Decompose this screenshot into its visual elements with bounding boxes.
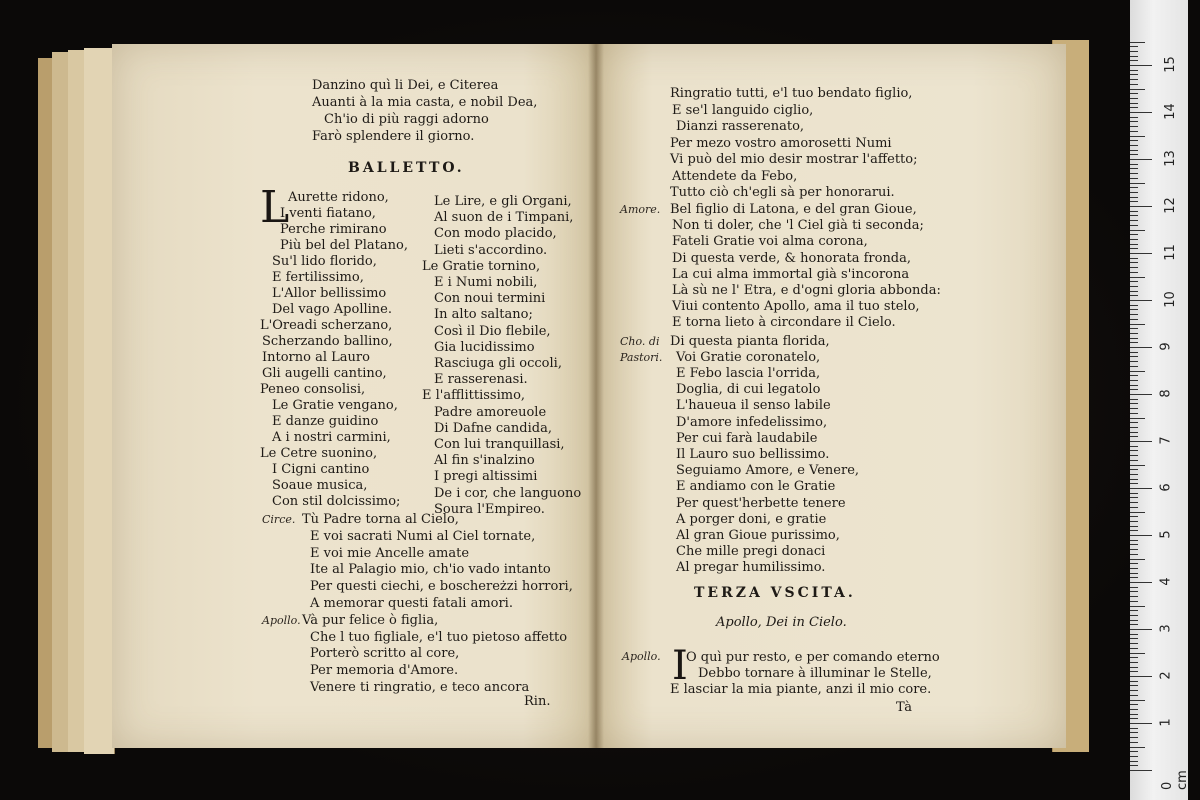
ruler-tick xyxy=(1130,582,1152,583)
verse-line: Per memoria d'Amore. xyxy=(310,663,459,679)
verse-line: Lieti s'accordino. xyxy=(434,242,548,258)
ruler-tick xyxy=(1130,563,1138,564)
ruler-tick xyxy=(1130,154,1138,155)
ruler-tick xyxy=(1130,371,1145,372)
drop-cap: I xyxy=(672,643,688,689)
ruler-tick xyxy=(1130,375,1138,376)
ruler-tick xyxy=(1130,225,1138,226)
ruler-tick xyxy=(1130,554,1138,555)
verse-line: Gia lucidissimo xyxy=(434,339,535,355)
ruler-tick xyxy=(1130,145,1138,146)
ruler-tick xyxy=(1130,747,1145,748)
verse-line: A memorar questi fatali amori. xyxy=(310,596,513,611)
ruler-tick xyxy=(1130,671,1138,672)
ruler-tick xyxy=(1130,723,1152,724)
verse-line: Viui contento Apollo, ama il tuo stelo, xyxy=(672,299,920,315)
ruler-tick xyxy=(1130,700,1145,701)
ruler-tick xyxy=(1130,389,1138,390)
ruler-tick xyxy=(1130,427,1138,428)
ruler-tick xyxy=(1130,685,1138,686)
ruler-tick xyxy=(1130,56,1138,57)
ruler-tick xyxy=(1130,709,1138,710)
ruler-tick xyxy=(1130,338,1138,339)
verse-line: Per quest'herbette tenere xyxy=(676,495,846,511)
verse-line: Gli augelli cantino, xyxy=(262,366,387,381)
ruler-label: 9 xyxy=(1158,342,1174,351)
ruler-tick xyxy=(1130,422,1138,423)
ruler-tick xyxy=(1130,150,1138,151)
ruler-tick xyxy=(1130,140,1138,141)
ruler-tick xyxy=(1130,620,1138,621)
ruler-tick xyxy=(1130,192,1138,193)
ruler-tick xyxy=(1130,526,1138,527)
verse-line: E voi mie Ancelle amate xyxy=(310,545,470,561)
verse-line: Con lui tranquillasi, xyxy=(434,437,565,452)
ruler-tick xyxy=(1130,159,1152,160)
verse-line: Venere ti ringratio, e teco ancora xyxy=(310,680,530,695)
ruler-tick xyxy=(1130,197,1138,198)
ruler-tick xyxy=(1130,662,1138,663)
ruler-tick xyxy=(1130,324,1145,325)
verse-line: Per mezo vostro amorosetti Numi xyxy=(670,135,892,151)
ruler-tick xyxy=(1130,502,1138,503)
ruler-tick xyxy=(1130,215,1138,216)
ruler-label: 14 xyxy=(1162,103,1178,120)
ruler-tick xyxy=(1130,112,1152,113)
ruler-label: 15 xyxy=(1162,56,1178,73)
verse-line: E i Numi nobili, xyxy=(434,275,538,290)
ruler-tick xyxy=(1130,634,1138,635)
verse-line: Rasciuga gli occoli, xyxy=(434,356,562,371)
verse-line: Auanti à la mia casta, e nobil Dea, xyxy=(312,95,538,110)
ruler-tick xyxy=(1130,488,1152,489)
ruler-tick xyxy=(1130,230,1145,231)
ruler-tick xyxy=(1130,648,1138,649)
ruler-label: 10 xyxy=(1162,291,1178,308)
ruler-tick xyxy=(1130,507,1138,508)
ruler-tick xyxy=(1130,168,1138,169)
ruler-tick xyxy=(1130,79,1138,80)
ruler-tick xyxy=(1130,610,1138,611)
verse-line: Al pregar humilissimo. xyxy=(676,560,826,576)
ruler-tick xyxy=(1130,394,1152,395)
ruler-tick xyxy=(1130,479,1138,480)
ruler-tick xyxy=(1130,272,1138,273)
ruler-tick xyxy=(1130,742,1138,743)
ruler-label: 6 xyxy=(1158,483,1174,492)
ruler-tick xyxy=(1130,295,1138,296)
ruler-tick xyxy=(1130,408,1138,409)
ruler-tick xyxy=(1130,761,1138,762)
ruler-tick xyxy=(1130,497,1138,498)
verse-line: Il Lauro suo bellissimo. xyxy=(676,447,830,462)
verse-line: L'Allor bellissimo xyxy=(272,286,387,301)
verse-line: E lasciar la mia piante, anzi il mio core. xyxy=(670,682,932,697)
ruler-tick xyxy=(1130,483,1138,484)
ruler-tick xyxy=(1130,173,1138,174)
verse-line: Le Lire, e gli Organi, xyxy=(434,194,572,209)
ruler-tick xyxy=(1130,667,1138,668)
ruler-tick xyxy=(1130,319,1138,320)
ruler-tick xyxy=(1130,356,1138,357)
ruler-tick xyxy=(1130,474,1138,475)
ruler-tick xyxy=(1130,573,1138,574)
verse-line: I Cigni cantino xyxy=(272,462,370,477)
ruler-tick xyxy=(1130,206,1152,207)
verse-line: E Febo lascia l'orrida, xyxy=(676,366,821,381)
ruler-tick xyxy=(1130,657,1138,658)
verse-line: E fertilissimo, xyxy=(272,270,364,285)
ruler-label: 13 xyxy=(1162,150,1178,167)
ruler-label: 1 xyxy=(1158,718,1174,727)
verse-line: Bel figlio di Latona, e del gran Gioue, xyxy=(670,202,917,217)
ruler-tick xyxy=(1130,469,1138,470)
verse-line: Doglia, di cui legatolo xyxy=(676,382,821,398)
ruler-tick xyxy=(1130,765,1138,766)
ruler-tick xyxy=(1130,126,1138,127)
verse-line: Dianzi rasserenato, xyxy=(676,119,805,134)
ruler-tick xyxy=(1130,300,1152,301)
book-gutter xyxy=(588,44,604,748)
speaker-label: Amore. xyxy=(620,203,661,216)
verse-line: Ite al Palagio mio, ch'io vado intanto xyxy=(310,562,551,578)
ruler-tick xyxy=(1130,244,1138,245)
ruler-tick xyxy=(1130,653,1145,654)
ruler-tick xyxy=(1130,352,1138,353)
ruler-tick xyxy=(1130,770,1152,771)
verse-line: Tutto ciò ch'egli sà per honorarui. xyxy=(670,185,895,200)
ruler-tick xyxy=(1130,450,1138,451)
ruler-tick xyxy=(1130,530,1138,531)
verse-line: Per questi ciechi, e boschereżzi horrori, xyxy=(310,579,573,595)
ruler-tick xyxy=(1130,596,1138,597)
ruler-tick xyxy=(1130,234,1138,235)
verse-line: Debbo tornare à illuminar le Stelle, xyxy=(698,666,932,681)
verse-line: Le Gratie vengano, xyxy=(272,398,398,413)
ruler-tick xyxy=(1130,512,1145,513)
verse-line: Le Cetre suonino, xyxy=(260,446,378,461)
verse-line: E danze guidino xyxy=(272,414,379,429)
ruler-tick xyxy=(1130,333,1138,334)
ruler-tick xyxy=(1130,577,1138,578)
ruler-tick xyxy=(1130,455,1138,456)
verse-line: Padre amoreuole xyxy=(434,404,547,420)
ruler-label: 4 xyxy=(1158,577,1174,586)
ruler-tick xyxy=(1130,74,1138,75)
ruler-tick xyxy=(1130,587,1138,588)
ruler-tick xyxy=(1130,601,1138,602)
ruler-tick xyxy=(1130,277,1145,278)
ruler-tick xyxy=(1130,42,1145,43)
verse-line: Là sù ne l' Etra, e d'ogni gloria abbonda: xyxy=(672,283,941,298)
ruler-tick xyxy=(1130,258,1138,259)
ruler-tick xyxy=(1130,676,1152,677)
verse-line: L'haueua il senso labile xyxy=(676,398,831,414)
ruler-tick xyxy=(1130,121,1138,122)
ruler-tick xyxy=(1130,441,1152,442)
ruler-tick xyxy=(1130,521,1138,522)
verse-line: Farò splendere il giorno. xyxy=(312,129,475,144)
measuring-ruler xyxy=(1130,0,1188,800)
ruler-label: 8 xyxy=(1158,389,1174,398)
ruler-tick xyxy=(1130,624,1138,625)
ruler-tick xyxy=(1130,606,1145,607)
ruler-label: 5 xyxy=(1158,530,1174,539)
verse-line: Ringratio tutti, e'l tuo bendato figlio, xyxy=(670,86,913,101)
verse-line: Peneo consolisi, xyxy=(260,382,366,397)
ruler-tick xyxy=(1130,211,1138,212)
ruler-tick xyxy=(1130,728,1138,729)
ruler-tick xyxy=(1130,267,1138,268)
verse-line: De i cor, che languono xyxy=(434,485,582,501)
verse-line: Del vago Apolline. xyxy=(272,302,392,317)
verse-line: Seguiamo Amore, e Venere, xyxy=(676,463,860,479)
ruler-label: 3 xyxy=(1158,624,1174,633)
verse-line: Intorno al Lauro xyxy=(262,350,370,365)
ruler-tick xyxy=(1130,248,1138,249)
verse-line: Ch'io di più raggi adorno xyxy=(324,112,489,127)
ruler-tick xyxy=(1130,286,1138,287)
verse-line: Di Dafne candida, xyxy=(434,420,552,436)
ruler-tick xyxy=(1130,178,1138,179)
ruler-tick xyxy=(1130,460,1138,461)
ruler-tick xyxy=(1130,347,1152,348)
ruler-tick xyxy=(1130,718,1138,719)
ruler-tick xyxy=(1130,493,1138,494)
ruler-tick xyxy=(1130,98,1138,99)
ruler-tick xyxy=(1130,65,1152,66)
ruler-tick xyxy=(1130,328,1138,329)
ruler-tick xyxy=(1130,291,1138,292)
ruler-tick xyxy=(1130,535,1152,536)
verse-line: E l'afflittissimo, xyxy=(422,388,526,404)
ruler-tick xyxy=(1130,136,1145,137)
ruler-tick xyxy=(1130,465,1145,466)
ruler-tick xyxy=(1130,413,1138,414)
catchword: Tà xyxy=(896,700,913,715)
ruler-tick xyxy=(1130,201,1138,202)
verse-line: Le Gratie tornino, xyxy=(422,258,541,274)
verse-line: Soaue musica, xyxy=(272,478,368,493)
verse-line: Tù Padre torna al Cielo, xyxy=(302,512,459,527)
ruler-tick xyxy=(1130,51,1138,52)
ruler-tick xyxy=(1130,89,1145,90)
ruler-tick xyxy=(1130,737,1138,738)
section-title: TERZA VSCITA. xyxy=(694,585,856,601)
ruler-tick xyxy=(1130,281,1138,282)
ruler-tick xyxy=(1130,403,1138,404)
verse-line: Al suon de i Timpani, xyxy=(434,210,574,226)
speaker-label: Circe. xyxy=(262,513,296,526)
ruler-tick xyxy=(1130,690,1138,691)
verse-line: Così il Dio flebile, xyxy=(434,323,551,339)
ruler-tick xyxy=(1130,361,1138,362)
verse-line: Attendete da Febo, xyxy=(672,168,798,184)
ruler-tick xyxy=(1130,714,1138,715)
verse-line: D'amore infedelissimo, xyxy=(676,414,828,430)
ruler-tick xyxy=(1130,183,1145,184)
verse-line: Fateli Gratie voi alma corona, xyxy=(672,234,868,250)
verse-line: Porterò scritto al core, xyxy=(310,646,460,662)
verse-line: E andiamo con le Gratie xyxy=(676,479,836,495)
ruler-tick xyxy=(1130,643,1138,644)
page-stack-edge xyxy=(84,48,115,754)
ruler-tick xyxy=(1130,117,1138,118)
verse-line: E torna lieto à circondare il Cielo. xyxy=(672,315,896,331)
ruler-tick xyxy=(1130,93,1138,94)
ruler-tick xyxy=(1130,385,1138,386)
ruler-tick xyxy=(1130,220,1138,221)
verse-line: Su'l lido florido, xyxy=(272,254,377,269)
ruler-tick xyxy=(1130,629,1152,630)
ruler-tick xyxy=(1130,399,1138,400)
ruler-tick xyxy=(1130,559,1145,560)
verse-line: A porger doni, e gratie xyxy=(676,511,827,527)
ruler-tick xyxy=(1130,314,1138,315)
verse-line: Più bel del Platano, xyxy=(280,238,408,253)
ruler-tick xyxy=(1130,732,1138,733)
verse-line: E se'l languido ciglio, xyxy=(672,102,814,118)
verse-line: Che mille pregi donaci xyxy=(676,544,826,560)
verse-line: Soura l'Empireo. xyxy=(434,501,545,517)
ruler-tick xyxy=(1130,187,1138,188)
ruler-tick xyxy=(1130,342,1138,343)
ruler-tick xyxy=(1130,544,1138,545)
verse-line: Di questa verde, & honorata fronda, xyxy=(672,250,912,266)
catchword: Rin. xyxy=(524,694,551,709)
verse-line: Aurette ridono, xyxy=(288,190,389,205)
ruler-tick xyxy=(1130,418,1145,419)
verse-line: Al gran Gioue purissimo, xyxy=(676,528,840,543)
section-title: BALLETTO. xyxy=(348,160,465,176)
ruler-tick xyxy=(1130,380,1138,381)
ruler-tick xyxy=(1130,305,1138,306)
speaker-label: Apollo. xyxy=(622,650,661,663)
verse-line: Con modo placido, xyxy=(434,226,557,242)
ruler-tick xyxy=(1130,638,1138,639)
ruler-tick xyxy=(1130,60,1138,61)
ruler-tick xyxy=(1130,695,1138,696)
verse-line: Con noui termini xyxy=(434,291,546,307)
verse-line: E rasserenasi. xyxy=(434,372,528,388)
ruler-tick xyxy=(1130,704,1138,705)
ruler-tick xyxy=(1130,70,1138,71)
ruler-tick xyxy=(1130,309,1138,310)
ruler-tick xyxy=(1130,432,1138,433)
ruler-tick xyxy=(1130,131,1138,132)
verse-line: Con stil dolcissimo; xyxy=(272,494,401,509)
ruler-tick xyxy=(1130,615,1138,616)
ruler-label: 0 cm xyxy=(1160,770,1190,790)
ruler-tick xyxy=(1130,756,1138,757)
verse-line: E voi sacrati Numi al Ciel tornate, xyxy=(310,528,536,544)
ruler-label: 7 xyxy=(1158,436,1174,445)
verse-line: A i nostri carmini, xyxy=(272,430,391,445)
verse-line: Và pur felice ò figlia, xyxy=(302,612,439,628)
ruler-tick xyxy=(1130,253,1152,254)
verse-line: Danzino quì li Dei, e Citerea xyxy=(312,78,499,93)
ruler-tick xyxy=(1130,516,1138,517)
ruler-label: 11 xyxy=(1162,244,1178,261)
verse-line: Voi Gratie coronatelo, xyxy=(676,349,821,365)
left-page xyxy=(112,44,596,748)
verse-line: L'Oreadi scherzano, xyxy=(260,318,393,333)
ruler-label: 2 xyxy=(1158,671,1174,680)
ruler-tick xyxy=(1130,446,1138,447)
verse-line: Al fin s'inalzino xyxy=(434,453,535,469)
verse-line: Di questa pianta florida, xyxy=(670,333,830,349)
scene-subtitle: Apollo, Dei in Cielo. xyxy=(716,615,847,630)
ruler-tick xyxy=(1130,540,1138,541)
verse-line: I venti fiatano, xyxy=(280,206,376,221)
ruler-tick xyxy=(1130,568,1138,569)
ruler-tick xyxy=(1130,46,1138,47)
ruler-tick xyxy=(1130,107,1138,108)
verse-line: Che l tuo figliale, e'l tuo pietoso affetto xyxy=(310,629,568,645)
speaker-label: Apollo. xyxy=(262,613,301,627)
ruler-tick xyxy=(1130,239,1138,240)
ruler-tick xyxy=(1130,436,1138,437)
ruler-tick xyxy=(1130,366,1138,367)
ruler-tick xyxy=(1130,751,1138,752)
verse-line: Per cui farà laudabile xyxy=(676,430,818,446)
ruler-tick xyxy=(1130,164,1138,165)
ruler-label: 12 xyxy=(1162,197,1178,214)
ruler-tick xyxy=(1130,103,1138,104)
drop-cap: L xyxy=(260,182,290,233)
ruler-tick xyxy=(1130,84,1138,85)
verse-line: Perche rimirano xyxy=(280,222,387,237)
verse-line: Non ti doler, che 'l Ciel già ti seconda; xyxy=(672,218,924,234)
verse-line: O quì pur resto, e per comando eterno xyxy=(686,650,940,665)
ruler-tick xyxy=(1130,262,1138,263)
right-page xyxy=(596,44,1066,748)
ruler-tick xyxy=(1130,681,1138,682)
verse-line: Scherzando ballino, xyxy=(262,334,393,349)
verse-line: Vi può del mio desir mostrar l'affetto; xyxy=(670,152,918,167)
verse-line: In alto saltano; xyxy=(434,307,533,323)
verse-line: La cui alma immortal già s'incorona xyxy=(672,266,910,282)
ruler-tick xyxy=(1130,549,1138,550)
ruler-tick xyxy=(1130,591,1138,592)
speaker-label: Cho. di Pastori. xyxy=(620,334,663,364)
verse-line: I pregi altissimi xyxy=(434,469,538,485)
